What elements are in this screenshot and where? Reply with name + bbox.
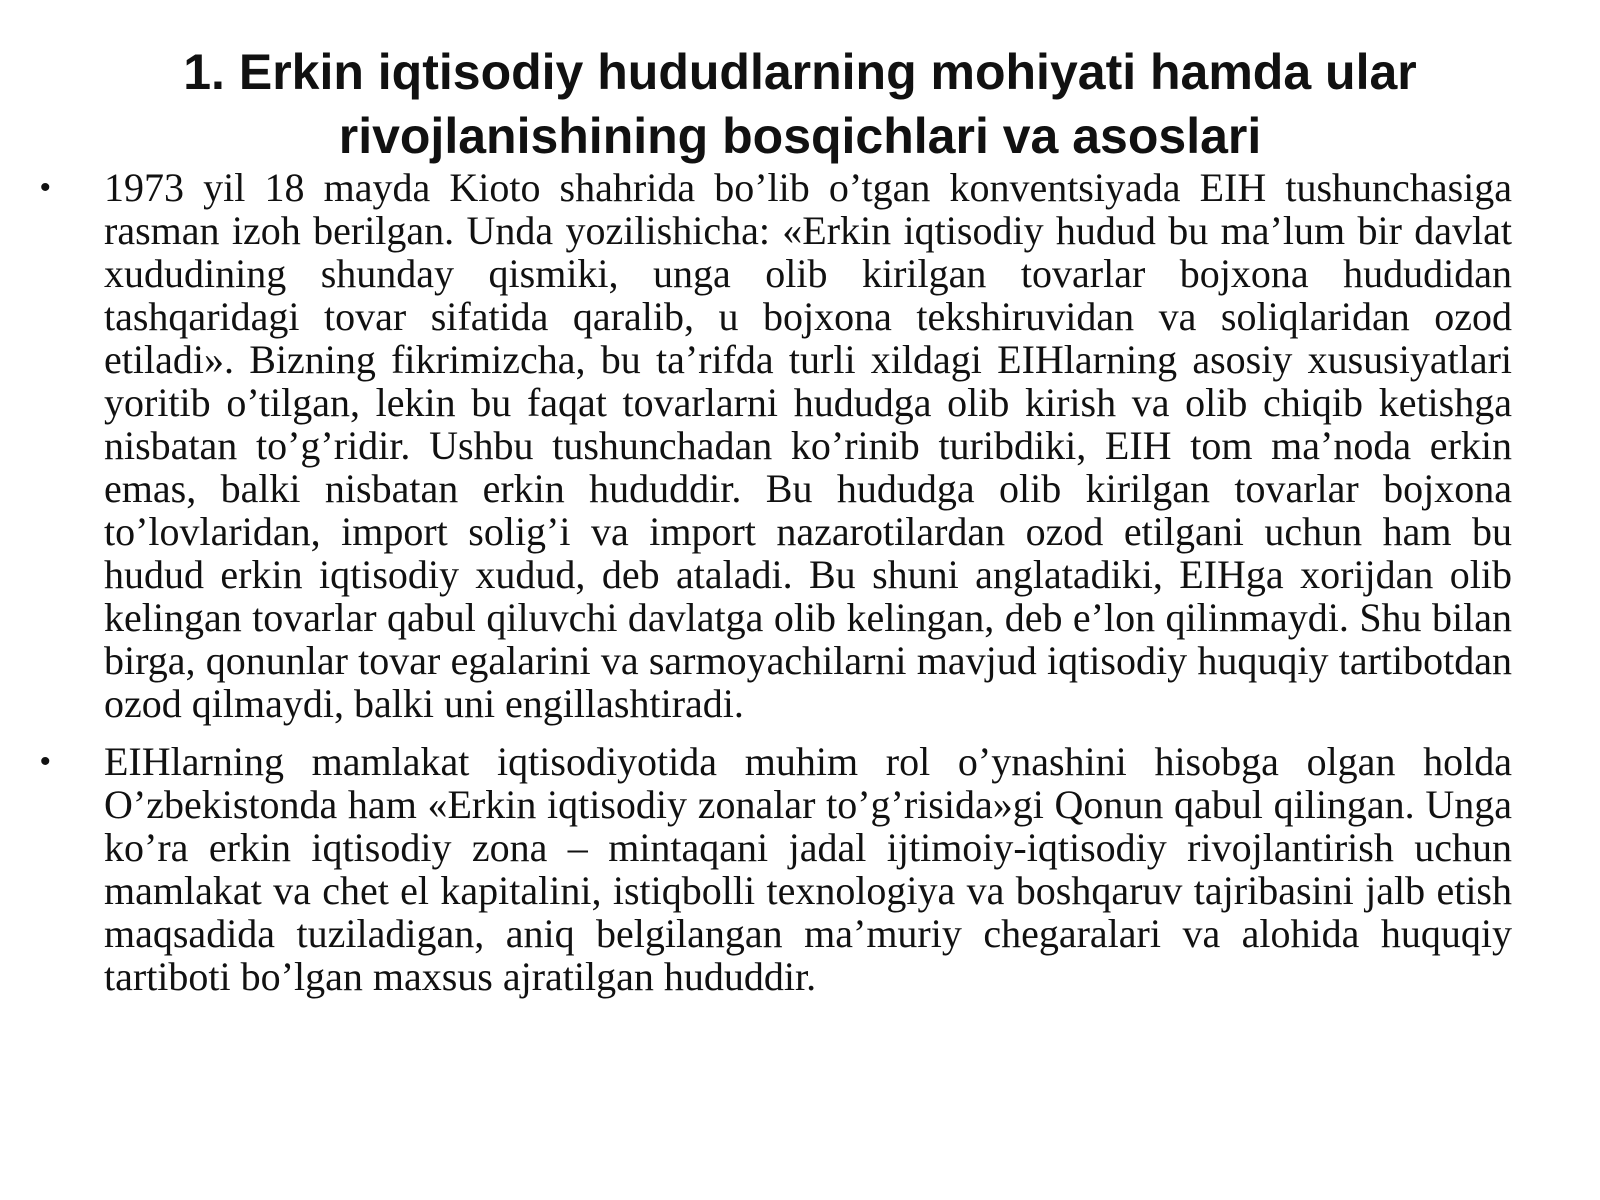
bullet-text: EIHlarning mamlakat iqtisodiyotida muhim rol o’ynashini hisobga olgan holda O’zbekistonda ham «Erkin iqtisodiy zonalar to’g’risida»gi Qonun qabul qilingan. Unga ko’ra erkin iqtisodiy zona – mintaqani jadal ijtimoiy-iqtisodiy rivojlantirish uchun mamlakat va chet el kapitalini, istiqbolli texnologiya va boshqaruv tajribasini jalb etish maqsadida tuziladigan, aniq belgilangan ma’muriy chegaralari va alohida huquqiy tartiboti bo’lgan maxsus ajratilgan hududdir. [104,739,1512,999]
bullet-text: 1973 yil 18 mayda Kioto shahrida bo’lib o’tgan konventsiyada EIH tushunchasiga rasman izoh berilgan. Unda yozilishicha: «Erkin iqtisodiy hudud bu ma’lum bir davlat xududining shunday qismiki, unga olib kirilgan tovarlar bojxona hududidan tashqaridagi tovar sifatida qaralib, u bojxona tekshiruvidan va soliqlaridan ozod etiladi». Bizning fikrimizcha, bu ta’rifda turli xildagi EIHlarning asosiy xususiyatlari yoritib o’tilgan, lekin bu faqat tovarlarni hududga olib kirish va olib chiqib ketishga nisbatan to’g’ridir. Ushbu tushunchadan ko’rinib turibdiki, EIH tom ma’noda erkin emas, balki nisbatan erkin hududdir. Bu hududga olib kirilgan tovarlar bojxona to’lovlaridan, import solig’i va import nazarotilardan ozod etilgani uchun ham bu hudud erkin iqtisodiy xudud, deb ataladi. Bu shuni anglatadiki, EIHga xorijdan olib kelingan tovarlar qabul qiluvchi davlatga olib kelingan, deb e’lon qilinmaydi. Shu bilan birga, qonunlar tovar egalarini va sarmoyachilarni mavjud iqtisodiy huquqiy tartibotdan ozod qilmaydi, balki uni engillashtiradi. [104,165,1512,726]
bullet-icon: • [40,171,51,204]
bullet-list [40,166,1512,1013]
bullet-item [40,166,1512,725]
slide-title: 1. Erkin iqtisodiy hududlarning mohiyati hamda ular rivojlanishining bosqichlari va asoslari [183,44,1417,164]
bullet-icon: • [40,745,51,778]
bullet-item [40,740,1512,998]
